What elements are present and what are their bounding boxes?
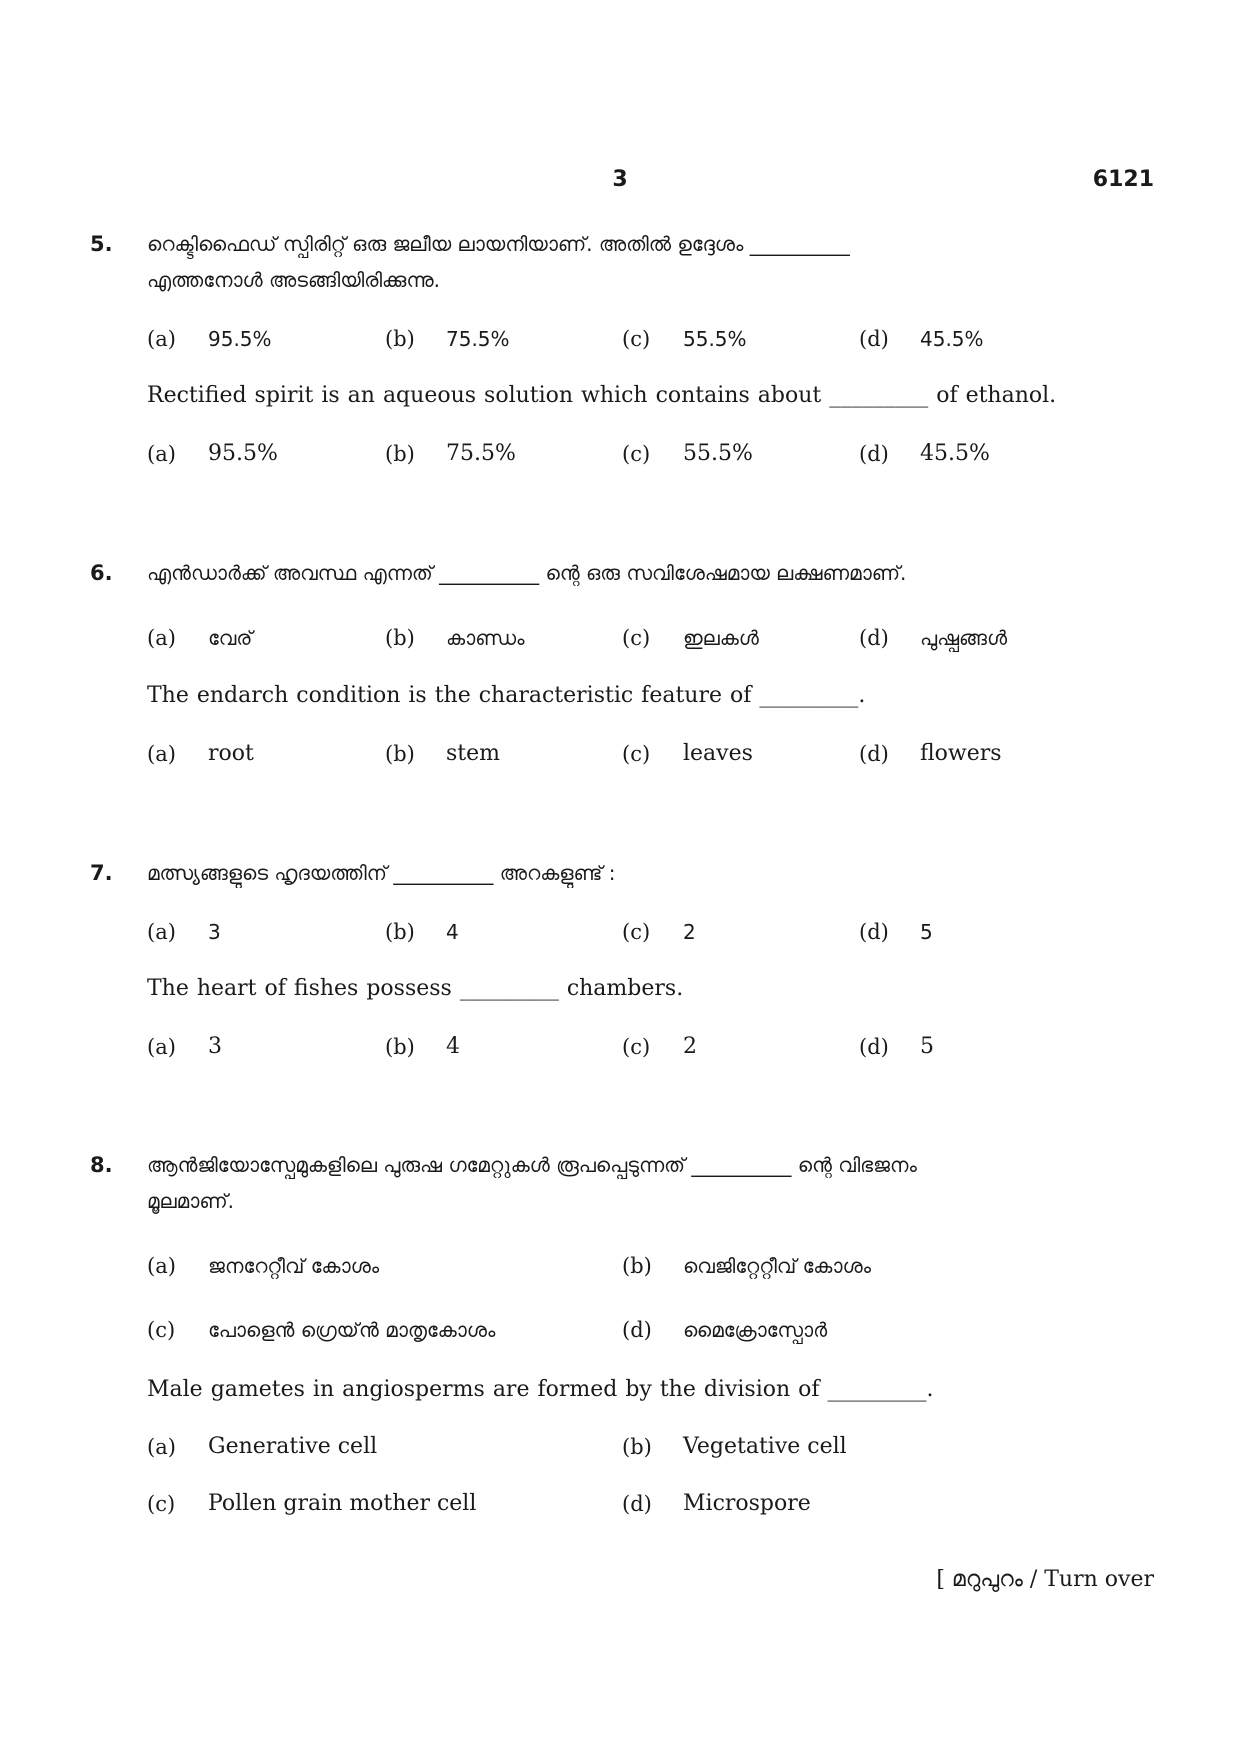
question-number: 5. bbox=[90, 232, 113, 256]
question-text-english: Male gametes in angiosperms are formed by the division of _________. bbox=[147, 1377, 934, 1402]
option-label: (a) bbox=[147, 327, 176, 351]
option-label: (a) bbox=[147, 442, 176, 466]
option-a bbox=[147, 324, 377, 354]
option-d bbox=[859, 739, 1089, 769]
option-text: flowers bbox=[920, 741, 1002, 766]
option-text: Pollen grain mother cell bbox=[208, 1491, 477, 1516]
option-a bbox=[147, 917, 377, 947]
option-label: (c) bbox=[147, 1318, 176, 1342]
option-label: (c) bbox=[622, 920, 651, 944]
question-text-english: The endarch condition is the characteristic feature of _________. bbox=[147, 683, 866, 708]
option-b bbox=[385, 1032, 615, 1062]
options-english bbox=[0, 739, 1240, 769]
question-text-malayalam: റെക്ടിഫൈഡ് സ്പിരിറ്റ് ഒരു ജലീയ ലായനിയാണ്. അതിൽ ഉദ്ദേശം __________ bbox=[147, 232, 850, 256]
turn-over-note: [ മറുപുറം / Turn over bbox=[936, 1567, 1154, 1592]
option-a bbox=[147, 1251, 607, 1281]
option-text: stem bbox=[446, 741, 501, 766]
option-label: (b) bbox=[385, 442, 415, 466]
option-label: (d) bbox=[859, 327, 889, 351]
option-b bbox=[622, 1432, 1082, 1462]
option-a bbox=[147, 739, 377, 769]
option-text: ജനറേറ്റീവ് കോശം bbox=[208, 1254, 380, 1278]
option-text: 95.5% bbox=[208, 327, 272, 351]
option-c bbox=[622, 439, 852, 469]
option-label: (d) bbox=[859, 742, 889, 766]
option-text: പുഷ്പങ്ങൾ bbox=[920, 626, 1008, 650]
option-text: 75.5% bbox=[446, 441, 516, 466]
option-label: (d) bbox=[859, 1035, 889, 1059]
option-text: 5 bbox=[920, 1034, 934, 1059]
option-d bbox=[859, 439, 1089, 469]
option-label: (b) bbox=[385, 626, 415, 650]
option-text: leaves bbox=[683, 741, 753, 766]
option-label: (d) bbox=[859, 920, 889, 944]
option-label: (a) bbox=[147, 626, 176, 650]
options-english-row-1 bbox=[0, 1432, 1240, 1462]
option-text: 5 bbox=[920, 920, 933, 944]
option-text: ഇലകൾ bbox=[683, 626, 759, 650]
question-text-malayalam: ആൻജിയോസ്പേമുകളിലെ പുരുഷ ഗമേറ്റുകൾ രൂപപ്പെടുന്നത് __________ ന്റെ വിഭജനം bbox=[147, 1153, 917, 1177]
option-b bbox=[385, 439, 615, 469]
option-label: (b) bbox=[385, 742, 415, 766]
option-text: 55.5% bbox=[683, 441, 753, 466]
option-c bbox=[622, 623, 852, 653]
option-text: 4 bbox=[446, 1034, 460, 1059]
option-text: Microspore bbox=[683, 1491, 811, 1516]
option-label: (a) bbox=[147, 1254, 176, 1278]
option-text: 55.5% bbox=[683, 327, 747, 351]
page-number: 3 bbox=[612, 167, 628, 192]
question-text-malayalam: മത്സ്യങ്ങളുടെ ഹൃദയത്തിന് __________ അറകളുണ്ട് : bbox=[147, 861, 616, 885]
options-malayalam-row-1 bbox=[0, 1251, 1240, 1281]
option-text: 45.5% bbox=[920, 441, 990, 466]
option-label: (d) bbox=[622, 1318, 652, 1342]
question-text-english: The heart of fishes possess _________ chambers. bbox=[147, 976, 684, 1001]
option-c bbox=[622, 917, 852, 947]
option-c bbox=[147, 1489, 607, 1519]
options-malayalam bbox=[0, 623, 1240, 653]
option-label: (a) bbox=[147, 920, 176, 944]
option-label: (d) bbox=[622, 1492, 652, 1516]
option-label: (c) bbox=[622, 442, 651, 466]
option-a bbox=[147, 439, 377, 469]
option-a bbox=[147, 623, 377, 653]
option-d bbox=[859, 917, 1089, 947]
option-b bbox=[622, 1251, 1082, 1281]
option-text: 95.5% bbox=[208, 441, 278, 466]
option-text: വേര് bbox=[208, 626, 253, 650]
question-number: 6. bbox=[90, 561, 113, 585]
option-d bbox=[859, 623, 1089, 653]
option-text: വെജിറ്റേറ്റീവ് കോശം bbox=[683, 1254, 872, 1278]
option-c bbox=[622, 324, 852, 354]
option-text: 2 bbox=[683, 920, 696, 944]
options-malayalam bbox=[0, 917, 1240, 947]
option-c bbox=[622, 1032, 852, 1062]
question-text-malayalam-continued: മൂലമാണ്. bbox=[147, 1189, 235, 1213]
question-text-malayalam-continued: എത്തനോൾ അടങ്ങിയിരിക്കുന്നു. bbox=[147, 268, 440, 292]
option-text: 3 bbox=[208, 1034, 222, 1059]
option-c bbox=[622, 739, 852, 769]
options-english-row-2 bbox=[0, 1489, 1240, 1519]
option-d bbox=[859, 324, 1089, 354]
question-number: 8. bbox=[90, 1153, 113, 1177]
option-label: (c) bbox=[147, 1492, 176, 1516]
option-b bbox=[385, 324, 615, 354]
option-label: (c) bbox=[622, 742, 651, 766]
options-english bbox=[0, 439, 1240, 469]
option-label: (b) bbox=[385, 920, 415, 944]
option-d bbox=[859, 1032, 1089, 1062]
option-a bbox=[147, 1032, 377, 1062]
question-number: 7. bbox=[90, 861, 113, 885]
option-label: (a) bbox=[147, 742, 176, 766]
options-english bbox=[0, 1032, 1240, 1062]
option-text: കാണ്ഡം bbox=[446, 626, 525, 650]
option-b bbox=[385, 623, 615, 653]
option-text: 75.5% bbox=[446, 327, 510, 351]
option-label: (d) bbox=[859, 626, 889, 650]
option-label: (b) bbox=[385, 1035, 415, 1059]
options-malayalam-row-2 bbox=[0, 1315, 1240, 1345]
options-malayalam bbox=[0, 324, 1240, 354]
paper-code: 6121 bbox=[1092, 167, 1154, 192]
option-text: Generative cell bbox=[208, 1434, 378, 1459]
question-text-english: Rectified spirit is an aqueous solution which contains about _________ of ethanol. bbox=[147, 383, 1057, 408]
option-text: root bbox=[208, 741, 254, 766]
option-label: (c) bbox=[622, 626, 651, 650]
option-text: 4 bbox=[446, 920, 459, 944]
option-b bbox=[385, 917, 615, 947]
option-text: പോളെൻ ഗ്രെയ്ൻ മാതൃകോശം bbox=[208, 1318, 496, 1342]
option-label: (d) bbox=[859, 442, 889, 466]
option-text: 3 bbox=[208, 920, 221, 944]
question-text-malayalam: എൻഡാർക്ക് അവസ്ഥ എന്നത് __________ ന്റെ ഒരു സവിശേഷമായ ലക്ഷണമാണ്. bbox=[147, 561, 907, 585]
option-text: 2 bbox=[683, 1034, 697, 1059]
option-c bbox=[147, 1315, 607, 1345]
option-label: (b) bbox=[622, 1435, 652, 1459]
option-text: Vegetative cell bbox=[683, 1434, 847, 1459]
option-b bbox=[385, 739, 615, 769]
option-label: (a) bbox=[147, 1035, 176, 1059]
option-d bbox=[622, 1315, 1082, 1345]
option-label: (c) bbox=[622, 327, 651, 351]
option-label: (c) bbox=[622, 1035, 651, 1059]
option-d bbox=[622, 1489, 1082, 1519]
option-label: (b) bbox=[385, 327, 415, 351]
option-text: 45.5% bbox=[920, 327, 984, 351]
option-label: (a) bbox=[147, 1435, 176, 1459]
option-a bbox=[147, 1432, 607, 1462]
option-text: മൈക്രോസ്പോർ bbox=[683, 1318, 828, 1342]
option-label: (b) bbox=[622, 1254, 652, 1278]
